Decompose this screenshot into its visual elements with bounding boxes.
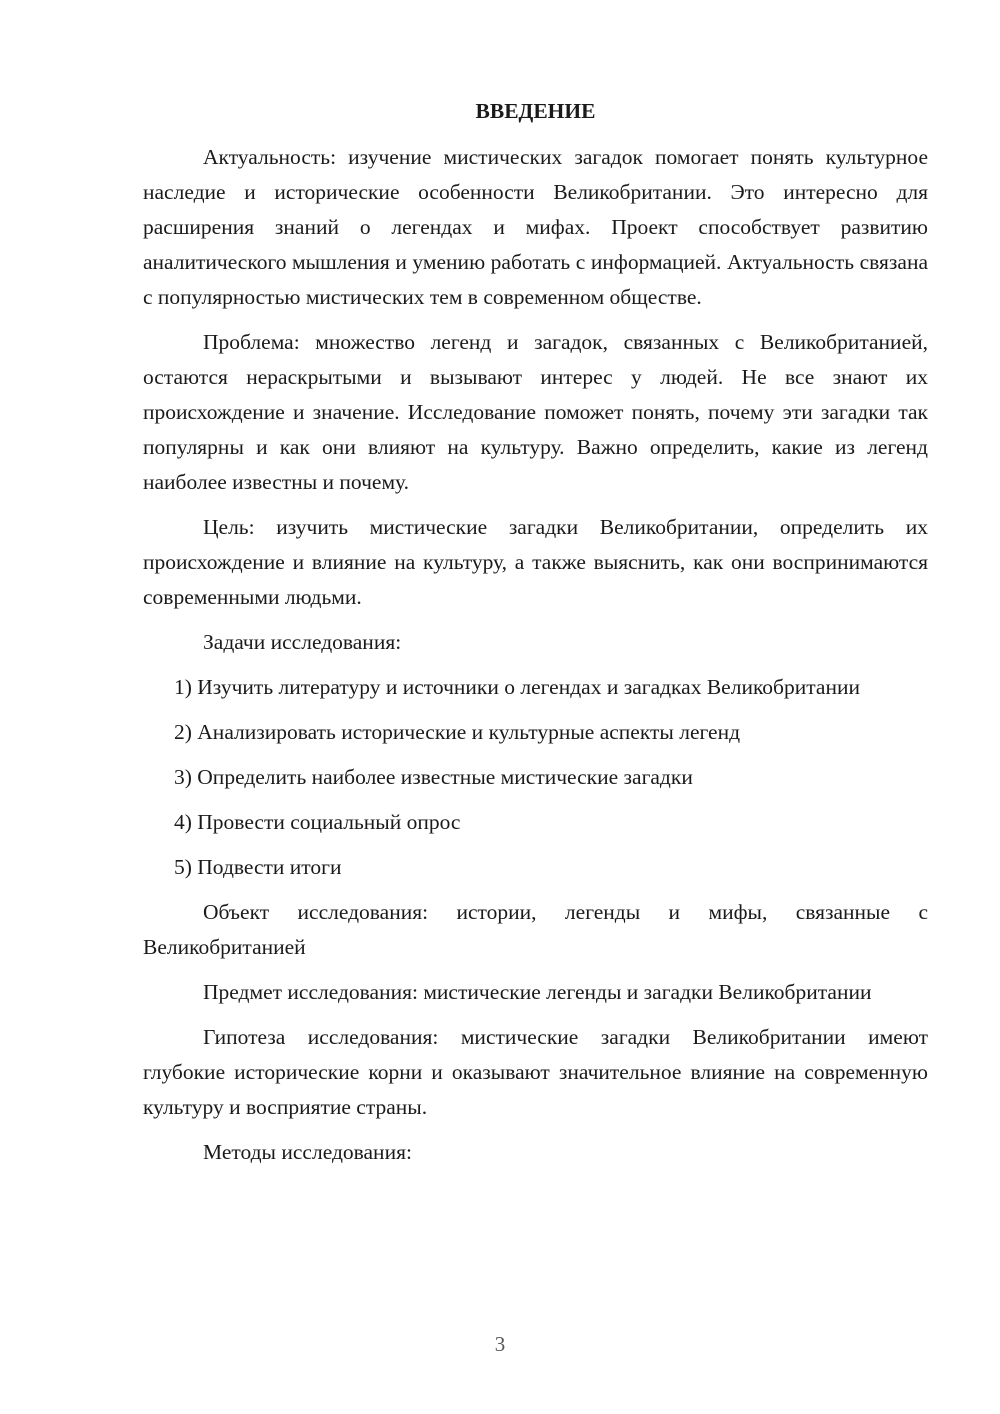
task-item: 5) Подвести итоги <box>174 855 342 879</box>
paragraph-hypothesis: Гипотеза исследования: мистические загадки Великобритании имеют глубокие исторические корни и оказывают значительное влияние на современную культуру и восприятие страны. <box>143 1025 928 1119</box>
paragraph-relevance: Актуальность: изучение мистических загадок помогает понять культурное наследие и исторические особенности Великобритании. Это интересно для расширения знаний о легендах и мифах. Проект способствует развитию аналитического мышления и умению работать с информацией. Актуальность связана с популярностью мистических тем в современном обществе. <box>143 145 928 309</box>
page-number: 3 <box>494 1332 506 1356</box>
paragraph-subject: Предмет исследования: мистические легенды и загадки Великобритании <box>203 980 872 1004</box>
paragraph-tasks-heading: Задачи исследования: <box>203 630 402 654</box>
section-title: ВВЕДЕНИЕ <box>475 99 596 123</box>
task-item: 2) Анализировать исторические и культурные аспекты легенд <box>174 720 741 744</box>
paragraph-problem: Проблема: множество легенд и загадок, связанных с Великобританией, остаются нераскрытыми и вызывают интерес у людей. Не все знают их происхождение и значение. Исследование поможет понять, почему эти загадки так популярны и как они влияют на культуру. Важно определить, какие из легенд наиболее известны и почему. <box>143 330 928 494</box>
paragraph-methods: Методы исследования: <box>203 1140 412 1164</box>
task-item: 4) Провести социальный опрос <box>174 810 461 834</box>
task-item: 1) Изучить литературу и источники о легендах и загадках Великобритании <box>174 675 860 699</box>
paragraph-object: Объект исследования: истории, легенды и мифы, связанные с Великобританией <box>143 900 928 959</box>
task-item: 3) Определить наиболее известные мистические загадки <box>174 765 693 789</box>
page-content <box>143 94 928 1180</box>
paragraph-goal: Цель: изучить мистические загадки Великобритании, определить их происхождение и влияние на культуру, а также выяснить, как они воспринимаются современными людьми. <box>143 515 928 609</box>
